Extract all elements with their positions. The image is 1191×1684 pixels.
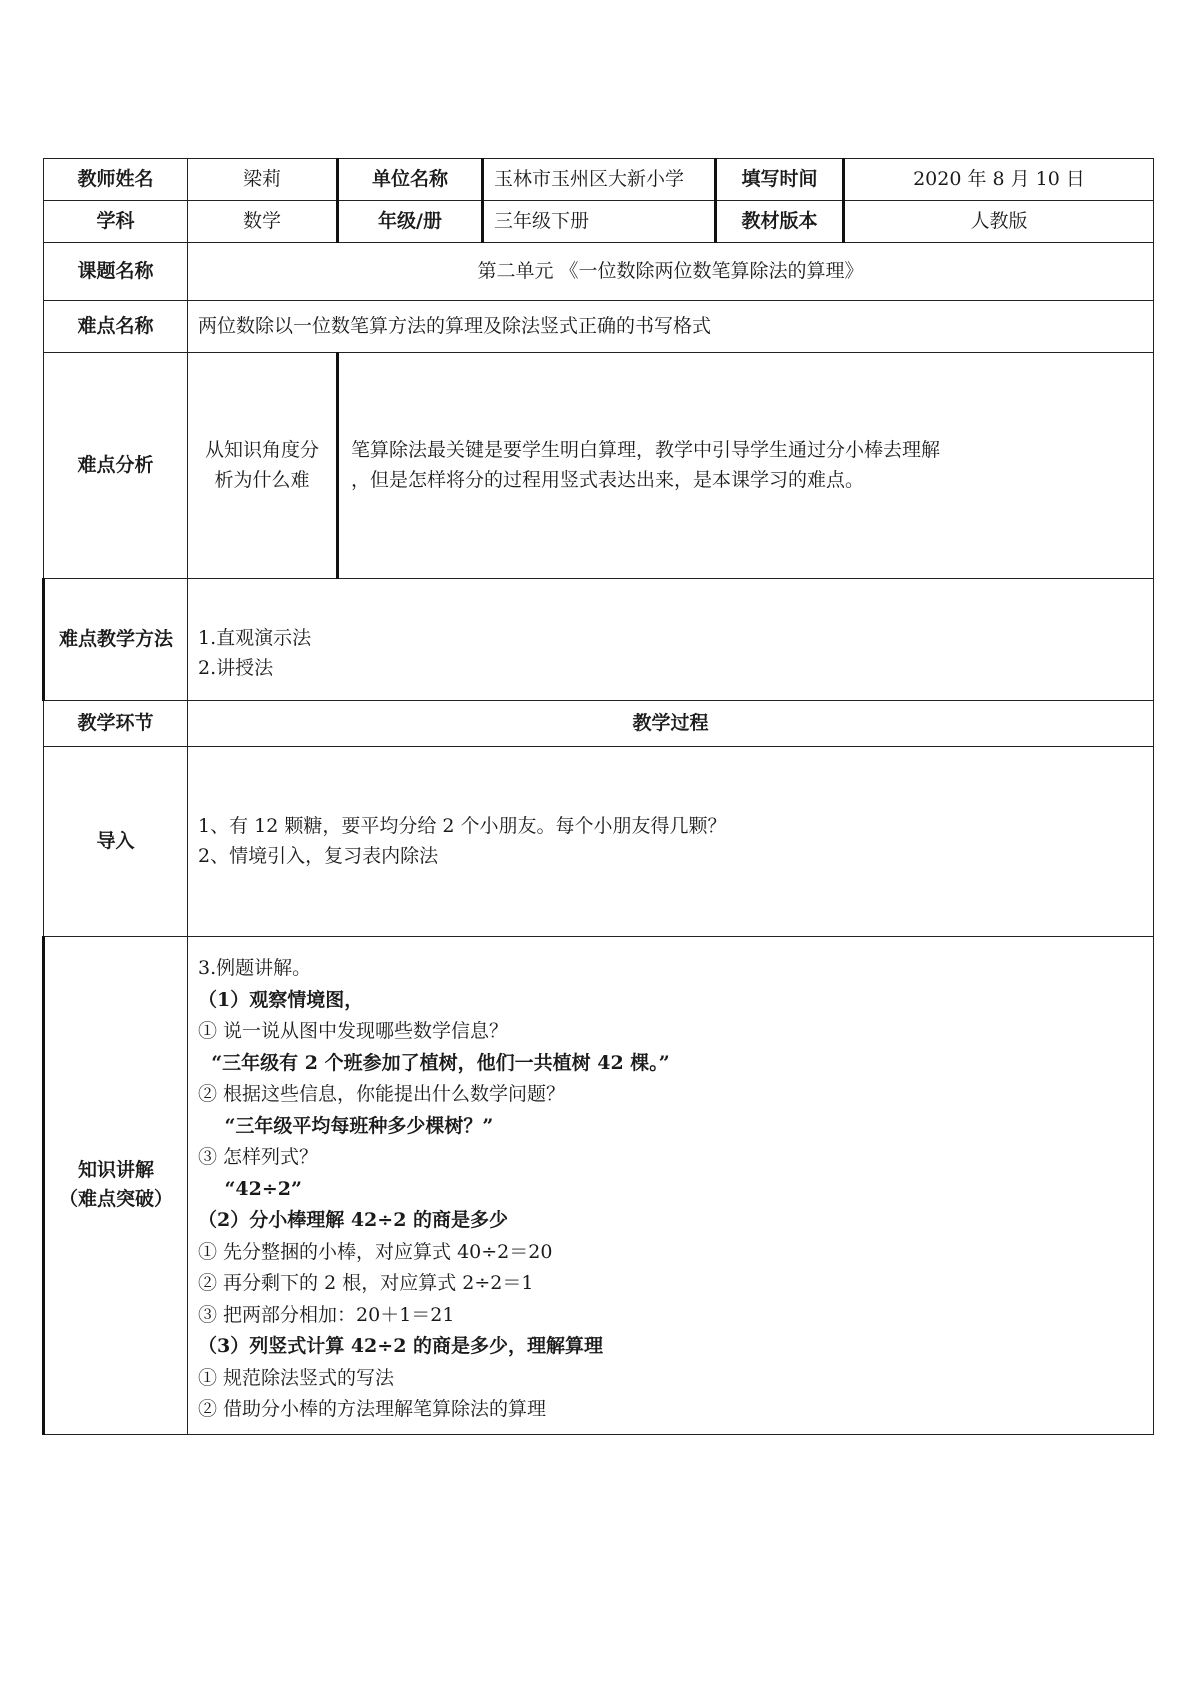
intro-content bbox=[188, 747, 1154, 937]
intro-item-1: 1、有 12 颗糖，要平均分给 2 个小朋友。每个小朋友得几颗？ bbox=[198, 815, 727, 838]
topic-label: 课题名称 bbox=[44, 243, 188, 301]
edition-value: 人教版 bbox=[844, 201, 1154, 243]
knowledge-line: 3.例题讲解。 bbox=[198, 957, 312, 979]
unit-label: 单位名称 bbox=[338, 159, 483, 201]
knowledge-line: “三年级平均每班种多少棵树？” bbox=[198, 1114, 494, 1137]
knowledge-line: ① 规范除法竖式的写法 bbox=[198, 1366, 395, 1389]
knowledge-label-line-1: 知识讲解 bbox=[77, 1158, 154, 1181]
method-label: 难点教学方法 bbox=[44, 579, 188, 701]
date-value: 2020 年 8 月 10 日 bbox=[844, 159, 1154, 201]
knowledge-line: （2）分小棒理解 42÷2 的商是多少 bbox=[198, 1209, 509, 1231]
lesson-plan-table bbox=[42, 158, 1154, 1435]
intro-label: 导入 bbox=[44, 747, 188, 937]
difficulty-value: 两位数除以一位数笔算方法的算理及除法竖式正确的书写格式 bbox=[188, 301, 1154, 353]
stage-header: 教学环节 bbox=[44, 701, 188, 747]
knowledge-line: ③ 把两部分相加：20＋1＝21 bbox=[198, 1303, 455, 1326]
process-header: 教学过程 bbox=[188, 701, 1154, 747]
date-label: 填写时间 bbox=[716, 159, 844, 201]
difficulty-label: 难点名称 bbox=[44, 301, 188, 353]
subject-label: 学科 bbox=[44, 201, 188, 243]
subject-value: 数学 bbox=[188, 201, 338, 243]
knowledge-line: ② 根据这些信息，你能提出什么数学问题？ bbox=[198, 1083, 566, 1105]
analysis-sub-label-line-1: 从知识角度分 bbox=[204, 439, 319, 462]
method-item-1: 1.直观演示法 bbox=[198, 627, 312, 650]
teacher-value: 梁莉 bbox=[188, 159, 338, 201]
knowledge-line: “42÷2” bbox=[198, 1177, 302, 1200]
knowledge-line: “三年级有 2 个班参加了植树，他们一共植树 42 棵。” bbox=[198, 1051, 670, 1074]
knowledge-label bbox=[44, 937, 188, 1435]
knowledge-line: （1）观察情境图， bbox=[198, 988, 364, 1011]
knowledge-content bbox=[188, 937, 1154, 1435]
topic-value: 第二单元 《一位数除两位数笔算除法的算理》 bbox=[188, 243, 1154, 301]
knowledge-line: ① 先分整捆的小棒，对应算式 40÷2＝20 bbox=[198, 1240, 553, 1263]
knowledge-line: ③ 怎样列式？ bbox=[198, 1146, 319, 1168]
method-item-2: 2.讲授法 bbox=[198, 656, 274, 679]
analysis-text bbox=[338, 353, 1154, 579]
method-list bbox=[188, 579, 1154, 701]
knowledge-label-line-2: （难点突破） bbox=[58, 1188, 173, 1211]
analysis-label: 难点分析 bbox=[44, 353, 188, 579]
knowledge-line: （3）列竖式计算 42÷2 的商是多少，理解算理 bbox=[198, 1335, 604, 1357]
teacher-label: 教师姓名 bbox=[44, 159, 188, 201]
knowledge-line: ② 借助分小棒的方法理解笔算除法的算理 bbox=[198, 1398, 547, 1420]
knowledge-line: ① 说一说从图中发现哪些数学信息？ bbox=[198, 1020, 509, 1042]
unit-value: 玉林市玉州区大新小学 bbox=[483, 159, 716, 201]
analysis-sub-label-line-2: 析为什么难 bbox=[214, 468, 310, 491]
grade-label: 年级/册 bbox=[338, 201, 483, 243]
analysis-line-1: 笔算除法最关键是要学生明白算理，教学中引导学生通过分小棒去理解 bbox=[351, 439, 941, 462]
intro-item-2: 2、情境引入，复习表内除法 bbox=[198, 844, 439, 867]
analysis-line-2: ，但是怎样将分的过程用竖式表达出来，是本课学习的难点。 bbox=[351, 468, 865, 491]
edition-label: 教材版本 bbox=[716, 201, 844, 243]
grade-value: 三年级下册 bbox=[483, 201, 716, 243]
analysis-sub-label bbox=[188, 353, 338, 579]
knowledge-line: ② 再分剩下的 2 根，对应算式 2÷2＝1 bbox=[198, 1272, 534, 1294]
